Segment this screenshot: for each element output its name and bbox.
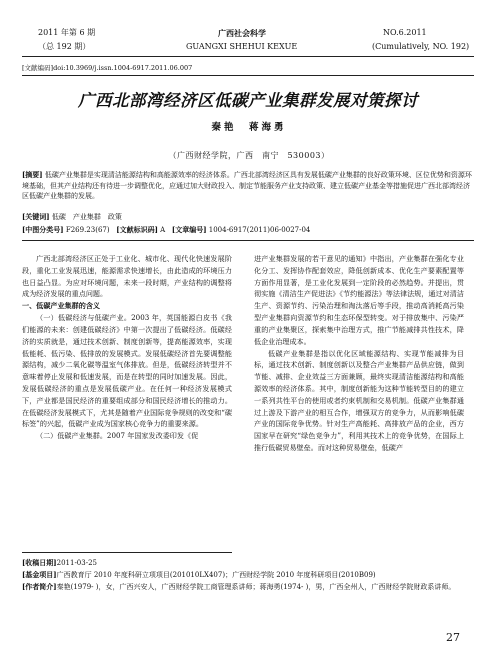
classification-line <box>22 225 310 235</box>
journal-name: 广西社会科学 <box>218 28 266 38</box>
received-label: [收稿日期] <box>22 558 57 567</box>
body-column-right <box>254 253 464 454</box>
keywords-label: [关键词] <box>22 212 50 221</box>
journal-name-english: GUANGXI SHEHUI KEXUE <box>186 42 298 51</box>
clc-label: [中图分类号] <box>22 225 64 234</box>
paragraph: 进产业集群发展的若干意见的通知》中指出，产业集群在强化专业化分工、发挥协作配套效应，降低创新成本、优化生产要素配置等方面作用显著，是工业化发展到一定阶段的必然趋势。并提出，贯彻实施《清洁生产促进法》《节约能源法》等法律法规，通过对清洁生产、资源节约、污染治理和淘汰落后等手段，推动高消耗高污染型产业集群向资源节约和生态环保型转变。对于排放集中、污染严重的产业集聚区，探索集中治理方式，推广节能减排共性技术，降低企业治理成本。 <box>254 254 464 346</box>
section-heading: 一、低碳产业集群的含义 <box>22 301 101 311</box>
page-number: 27 <box>446 631 460 644</box>
abstract <box>22 170 474 202</box>
article-no-value: 1004-6917(2011)06-0027-04 <box>208 226 311 234</box>
received-date: 2011-03-25 <box>56 559 97 567</box>
paragraph: 广西北部湾经济区正处于工业化、城市化、现代化快速发展阶段，重化工业发展迅速，能源需求快速增长，由此造成的环境压力也日益凸显。为应对环境问题，未来一段时期，产业结构的调整将成为经济发展的重点问题。 <box>22 254 232 299</box>
footnote-rule <box>22 552 232 553</box>
article-title: 广西北部湾经济区低碳产业集群发展对策探讨 <box>78 91 418 110</box>
issue-number-english: NO.6.2011 <box>383 28 427 37</box>
fund-text: 广西教育厅 2010 年度科研立项项目(201010LX407)；广西财经学院 2010 年度科研项目(2010B09) <box>56 571 376 579</box>
paragraph: 低碳产业集群是指以优化区域能源结构、实现节能减排为目标，通过技术创新、制度创新以及整合产业集群产品供应链，做到节能、减排、企业效益三方面兼顾，最终实现清洁能源结构和高能源效率的经济体系。其中，制度创新能为这种节能转型目的的建立一系列共性平台的使用或者约束机制和交易机制。低碳产业集群通过上游及下游产业的相互合作，增强双方的竞争力，从而影响低碳产业的国际竞争优势。针对生产高能耗、高排放产品的企业，西方国家早在研究“绿色竞争力”，利用其技术上的竞争优势，在国际上推行低碳贸易壁垒。而对这种贸易壁垒，低碳产 <box>254 348 464 452</box>
fund-label: [基金项目] <box>22 570 57 579</box>
cumulative-issue: （总 192 期） <box>38 42 91 51</box>
paragraph: （一）低碳经济与低碳产业。2003 年，英国能源白皮书《我们能源的未来：创建低碳经济》中第一次提出了低碳经济。低碳经济的实质就是，通过技术创新、制度创新等，提高能源效率，实现低能耗、低污染、低排放的发展模式。发展低碳经济首先要调整能源结构，减少二氧化碳等温室气体排放。但是，低碳经济转型并不意味着停止发展和低速发展，而是在转型的同时加速发展。因此，发展低碳经济的重点是发展低碳产业。在任何一种经济发展模式下，产业都是国民经济的重要组成部分和国民经济增长的推动力。在低碳经济发展模式下，尤其是随着产业国际竞争规则的改变和“碳标签”的兴起，低碳产业成为国家核心竞争力的重要来源。 <box>22 313 232 429</box>
authors: 秦艳 蒋海勇 <box>211 122 287 133</box>
author-bio-label: [作者简介] <box>22 582 57 591</box>
abstract-text: 低碳产业集群是实现清洁能源结构和高能源效率的经济体系。广西北部湾经济区具有发展低碳产业集群的良好政策环境、区位优势和资源环境基础，但其产业结构还有待进一步调整优化，应通过加大财政投入、制定节能服务产业支持政策、建立低碳产业基金等措施促进广西北部湾经济区低碳产业集群的发展。 <box>22 171 472 201</box>
cumulative-issue-english: (Cumulatively, NO. 192) <box>372 42 470 51</box>
footnotes <box>22 557 474 593</box>
doi-rule <box>22 75 474 76</box>
abstract-label: [摘要] <box>22 170 43 179</box>
clc-value: F269.23(67) <box>65 226 110 234</box>
issue-number: 2011 年第 6 期 <box>38 28 96 37</box>
keywords <box>22 212 122 222</box>
affiliation: （广西财经学院，广西 南宁 530003） <box>168 151 330 160</box>
author-bio-text: 秦艳(1979- )，女，广西兴安人，广西财经学院工商管理系讲师；蒋海勇(1974- )，男，广西全州人，广西财经学院财政系讲师。 <box>56 583 456 591</box>
doi-line: [文献编码]doi:10.3969/j.issn.1004-6917.2011.06.007 <box>22 64 193 72</box>
body-column-left <box>22 253 232 442</box>
doc-code-label: [文献标识码] <box>116 225 158 234</box>
doc-code-value: A <box>160 226 166 234</box>
keywords-items: 低碳 产业集群 政策 <box>51 213 122 221</box>
paragraph: （二）低碳产业集群。2007 年国家发改委印发《促 <box>36 431 199 441</box>
abstract-rule <box>22 240 474 241</box>
header-rule <box>22 56 474 57</box>
article-no-label: [文章编号] <box>171 225 207 234</box>
